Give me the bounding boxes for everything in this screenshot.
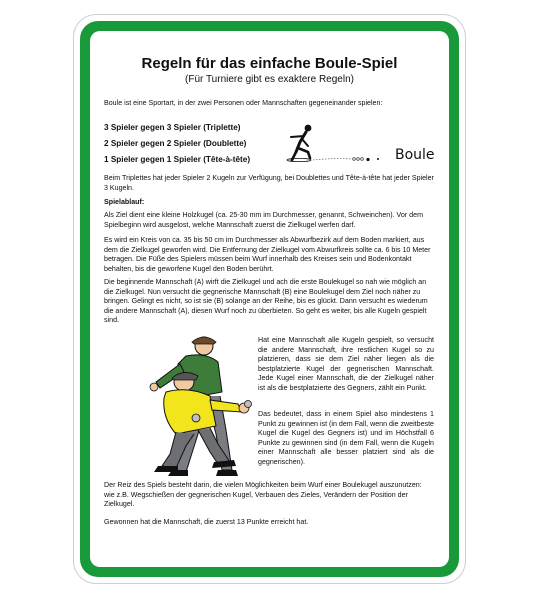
page-subtitle: (Für Turniere gibt es exaktere Regeln) <box>185 74 354 85</box>
boule-player-pictogram <box>282 122 392 166</box>
paragraph-spielverlauf: Die beginnende Mannschaft (A) wirft die Zielkugel und ach die erste Boulekugel so nah wie möglich an die Zielkugel. Nun versucht die gegnerische Mannschaft (B) eine Boulekugel dem Ziel noch näher zu bringen. Gelingt es nicht, so ist sie (B) solange an der Reihe, bis es glückt. Dann versucht es wiederum die andere Mannschaft (A), diesen Wurf noch zu überbieten. So geht es weiter, bis alle Kugeln gespielt sind. <box>104 278 428 325</box>
match-doublette: 2 Spieler gegen 2 Spieler (Doublette) <box>104 139 247 148</box>
paragraph-abwurfkreis: Es wird ein Kreis von ca. 35 bis 50 cm im Durchmesser als Abwurfbezirk auf dem Boden markiert, aus dem die Zielkugel geworfen wird. Die Entfernung der Zielkugel vom Abwurfkreis sollte ca. 6 bis 10 Meter betragen. Die Füße des Spielers müssen beim Wurf innerhalb des Kreises sein und Bodenkontakt behalten, bis die geworfene Kugel den Boden berührt. <box>104 236 431 273</box>
match-triplette: 3 Spieler gegen 3 Spieler (Triplette) <box>104 123 241 132</box>
boule-logo-text: Boule <box>395 147 435 163</box>
paragraph-gewonnen: Gewonnen hat die Mannschaft, die zuerst 13 Punkte erreicht hat. <box>104 518 309 526</box>
spielablauf-heading: Spielablauf: <box>104 198 145 206</box>
paragraph-zielkugel: Als Ziel dient eine kleine Holzkugel (ca. 25-30 mm im Durchmesser, genannt, Schweinchen). Vor dem Spielbeginn wird ausgelost, welche Mannschaft zuerst die Zielkugel werfen darf. <box>104 211 423 229</box>
paragraph-restliche-kugeln: Hat eine Mannschaft alle Kugeln gespielt, so versucht die andere Mannschaft, ihre restlichen Kugel so zu platzieren, dass sie dem Ziel näher liegen als die bestplatzierte Kugel der gegnerischen Mannschaft. Jede Kugel einer Mannschaft, die der Zielkugel näher ist als die bestplatzierte des Gegners, zählt ein Punkt. <box>258 336 434 392</box>
intro-text: Boule ist eine Sportart, in der zwei Personen oder Mannschaften gegeneinander spielen: <box>104 99 383 107</box>
match-tete-a-tete: 1 Spieler gegen 1 Spieler (Tête-à-tête) <box>104 155 251 164</box>
paragraph-reiz: Der Reiz des Spiels besteht darin, die vielen Möglichkeiten beim Wurf einer Boulekugel auszunutzen: wie z.B. Wegschießen der gegnerischen Kugel, Verbauen des Zieles, Verändern der Position der Zielkugel. <box>104 481 422 509</box>
boule-players-illustration <box>106 334 254 478</box>
paragraph-punkte: Das bedeutet, dass in einem Spiel also mindestens 1 Punkt zu gewinnen ist (in dem Fall, wenn die zweitbeste Kugel die Kugel des Gegners ist) und im Höchstfall 6 Punkte zu gewinnen sind (in dem Fall, wenn die Kugeln einer Mannschaft alle besser platziert sind als die gegnerischen). <box>258 410 434 466</box>
page-title: Regeln für das einfache Boule-Spiel <box>141 55 398 72</box>
balls-paragraph: Beim Triplettes hat jeder Spieler 2 Kugeln zur Verfügung, bei Doublettes und Tête-à-tête hat jeder Spieler 3 Kugeln. <box>104 174 434 192</box>
